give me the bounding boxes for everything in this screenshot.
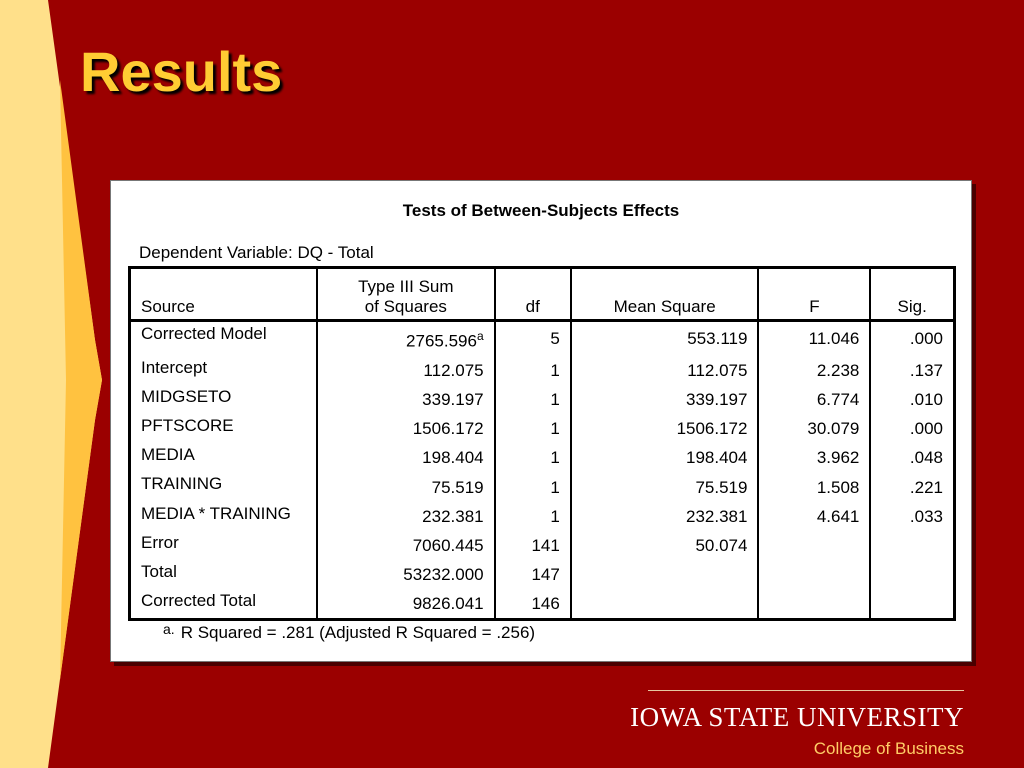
cell-mean-square (571, 560, 759, 589)
table-row (130, 443, 955, 472)
cell-sum-of-squares (317, 443, 495, 472)
table-heading: Tests of Between-Subjects Effects (402, 201, 680, 220)
cell-mean-square-value: 50.074 (695, 535, 748, 555)
cell-sum-of-squares (317, 321, 495, 356)
cell-df (495, 560, 571, 589)
cell-f (758, 531, 870, 560)
cell-source (130, 385, 318, 414)
college-name: College of Business (813, 739, 964, 758)
cell-df-value: 1 (550, 506, 560, 526)
cell-sig (870, 356, 954, 385)
cell-f-value: 30.079 (807, 419, 860, 439)
cell-mean-square-value: 198.404 (686, 448, 748, 468)
dependent-variable-label: Dependent Variable: DQ - Total (139, 243, 374, 262)
cell-df-value: 1 (550, 389, 560, 409)
cell-sig-value: .010 (909, 389, 943, 409)
cell-df-value: 1 (550, 448, 560, 468)
cell-source-value: TRAINING (141, 474, 223, 494)
cell-df (495, 443, 571, 472)
cell-sig-value: .000 (909, 329, 943, 349)
band-arrow-edge (60, 80, 102, 680)
cell-f-value: 3.962 (816, 448, 860, 468)
cell-sig-value: .000 (909, 419, 943, 439)
cell-df-value: 146 (531, 594, 560, 614)
col-header-f: F (758, 268, 870, 321)
cell-source-value: Corrected Model (141, 324, 267, 343)
cell-sig-value: .221 (909, 477, 943, 497)
cell-mean-square-value: 553.119 (687, 329, 748, 349)
cell-f (758, 472, 870, 501)
cell-sum-of-squares-value: 53232.000 (403, 565, 484, 585)
cell-f (758, 589, 870, 620)
cell-source (130, 560, 318, 589)
cell-df-value: 141 (531, 535, 560, 555)
cell-mean-square (571, 531, 759, 560)
cell-f-value: 11.046 (808, 329, 860, 349)
cell-f-value: 2.238 (816, 360, 860, 380)
cell-mean-square (571, 385, 759, 414)
cell-sum-of-squares-value: 1506.172 (412, 419, 484, 439)
cell-df (495, 385, 571, 414)
cell-sum-of-squares (317, 414, 495, 443)
table-row (130, 414, 955, 443)
cell-source-value: Total (141, 561, 177, 581)
footnote-reference: a (476, 329, 484, 343)
cell-mean-square (571, 356, 759, 385)
results-table-card (110, 180, 972, 662)
col-header-ss-line2: of Squares (364, 297, 447, 316)
table-row (130, 356, 955, 385)
cell-sum-of-squares (317, 472, 495, 501)
cell-sig (870, 414, 954, 443)
cell-sum-of-squares (317, 531, 495, 560)
cell-sum-of-squares (317, 589, 495, 620)
table-row (130, 531, 955, 560)
cell-f-value: 4.641 (816, 506, 860, 526)
cell-f-value: 1.508 (816, 477, 860, 497)
cell-source (130, 589, 318, 620)
cell-sum-of-squares-value: 112.075 (423, 360, 484, 380)
cell-mean-square-value: 112.075 (687, 360, 748, 380)
cell-mean-square (571, 443, 759, 472)
table-body (130, 321, 955, 620)
cell-source-value: MEDIA * TRAINING (141, 503, 291, 523)
cell-sum-of-squares-value: 9826.041 (412, 594, 484, 614)
cell-sum-of-squares-value: 339.197 (422, 389, 484, 409)
logo-divider (648, 690, 964, 691)
university-name: IOWA STATE UNIVERSITY (630, 702, 964, 732)
cell-df-value: 1 (550, 477, 560, 497)
cell-df (495, 531, 571, 560)
table-row (130, 321, 955, 356)
cell-source-value: Corrected Total (141, 591, 256, 611)
cell-sig-value: .137 (909, 360, 943, 380)
cell-sig-value: .033 (909, 506, 943, 526)
col-header-df: df (495, 268, 571, 321)
cell-sig (870, 321, 954, 356)
cell-source-value: MIDGSETO (141, 386, 232, 406)
cell-mean-square (571, 589, 759, 620)
cell-sig (870, 443, 954, 472)
cell-source-value: MEDIA (141, 445, 195, 465)
cell-df-value: 5 (550, 329, 560, 349)
table-row (130, 560, 955, 589)
cell-sum-of-squares (317, 502, 495, 531)
cell-mean-square (571, 472, 759, 501)
cell-mean-square-value: 1506.172 (676, 419, 748, 439)
cell-source (130, 443, 318, 472)
cell-mean-square (571, 502, 759, 531)
cell-df-value: 1 (550, 360, 560, 380)
cell-f (758, 560, 870, 589)
cell-f (758, 414, 870, 443)
cell-source-value: PFTSCORE (141, 416, 234, 436)
cell-df-value: 1 (550, 419, 560, 439)
cell-sig (870, 589, 954, 620)
university-logo (630, 702, 964, 759)
table-row (130, 385, 955, 414)
cell-sum-of-squares-value: 7060.445 (412, 535, 484, 555)
cell-df (495, 356, 571, 385)
cell-df (495, 321, 571, 356)
cell-source (130, 356, 318, 385)
cell-source-value: Error (141, 532, 179, 552)
cell-source (130, 531, 318, 560)
cell-sum-of-squares-value: 75.519 (431, 477, 484, 497)
cell-sum-of-squares-value: 198.404 (422, 448, 484, 468)
slide-title: Results (80, 40, 283, 103)
cell-source-value: Intercept (141, 357, 208, 377)
table-row (130, 589, 955, 620)
table-row (130, 502, 955, 531)
table-row (130, 472, 955, 501)
cell-f-value: 6.774 (816, 389, 860, 409)
col-header-sum-of-squares (317, 268, 495, 321)
cell-df (495, 472, 571, 501)
col-header-ss-line1: Type III Sum (358, 277, 454, 296)
cell-mean-square-value: 232.381 (686, 506, 748, 526)
cell-sum-of-squares (317, 356, 495, 385)
footnote-marker: a. (163, 621, 175, 637)
cell-f (758, 356, 870, 385)
cell-sig-value: .048 (909, 448, 943, 468)
cell-mean-square-value: 339.197 (686, 389, 748, 409)
cell-df (495, 502, 571, 531)
cell-sig (870, 385, 954, 414)
col-header-mean-square: Mean Square (571, 268, 759, 321)
col-header-source: Source (141, 297, 195, 316)
cell-sig (870, 560, 954, 589)
cell-f (758, 502, 870, 531)
cell-mean-square-value: 75.519 (695, 477, 748, 497)
col-header-sig: Sig. (870, 268, 954, 321)
cell-sig (870, 531, 954, 560)
cell-df-value: 147 (531, 565, 560, 585)
cell-source (130, 502, 318, 531)
cell-sum-of-squares-value: 2765.596 (406, 331, 477, 351)
cell-df (495, 414, 571, 443)
cell-sig (870, 472, 954, 501)
table-footnote (163, 623, 535, 643)
cell-f (758, 385, 870, 414)
cell-mean-square (571, 414, 759, 443)
cell-f (758, 321, 870, 356)
cell-f (758, 443, 870, 472)
anova-table (128, 266, 956, 621)
table-header-row (130, 268, 955, 321)
cell-source (130, 472, 318, 501)
footnote-text: R Squared = .281 (Adjusted R Squared = .256) (180, 623, 536, 642)
cell-sum-of-squares (317, 385, 495, 414)
cell-sum-of-squares-value: 232.381 (422, 506, 484, 526)
cell-df (495, 589, 571, 620)
cell-sum-of-squares (317, 560, 495, 589)
cell-sig (870, 502, 954, 531)
cell-mean-square (571, 321, 759, 356)
cell-source (130, 414, 318, 443)
cell-source (130, 321, 318, 356)
